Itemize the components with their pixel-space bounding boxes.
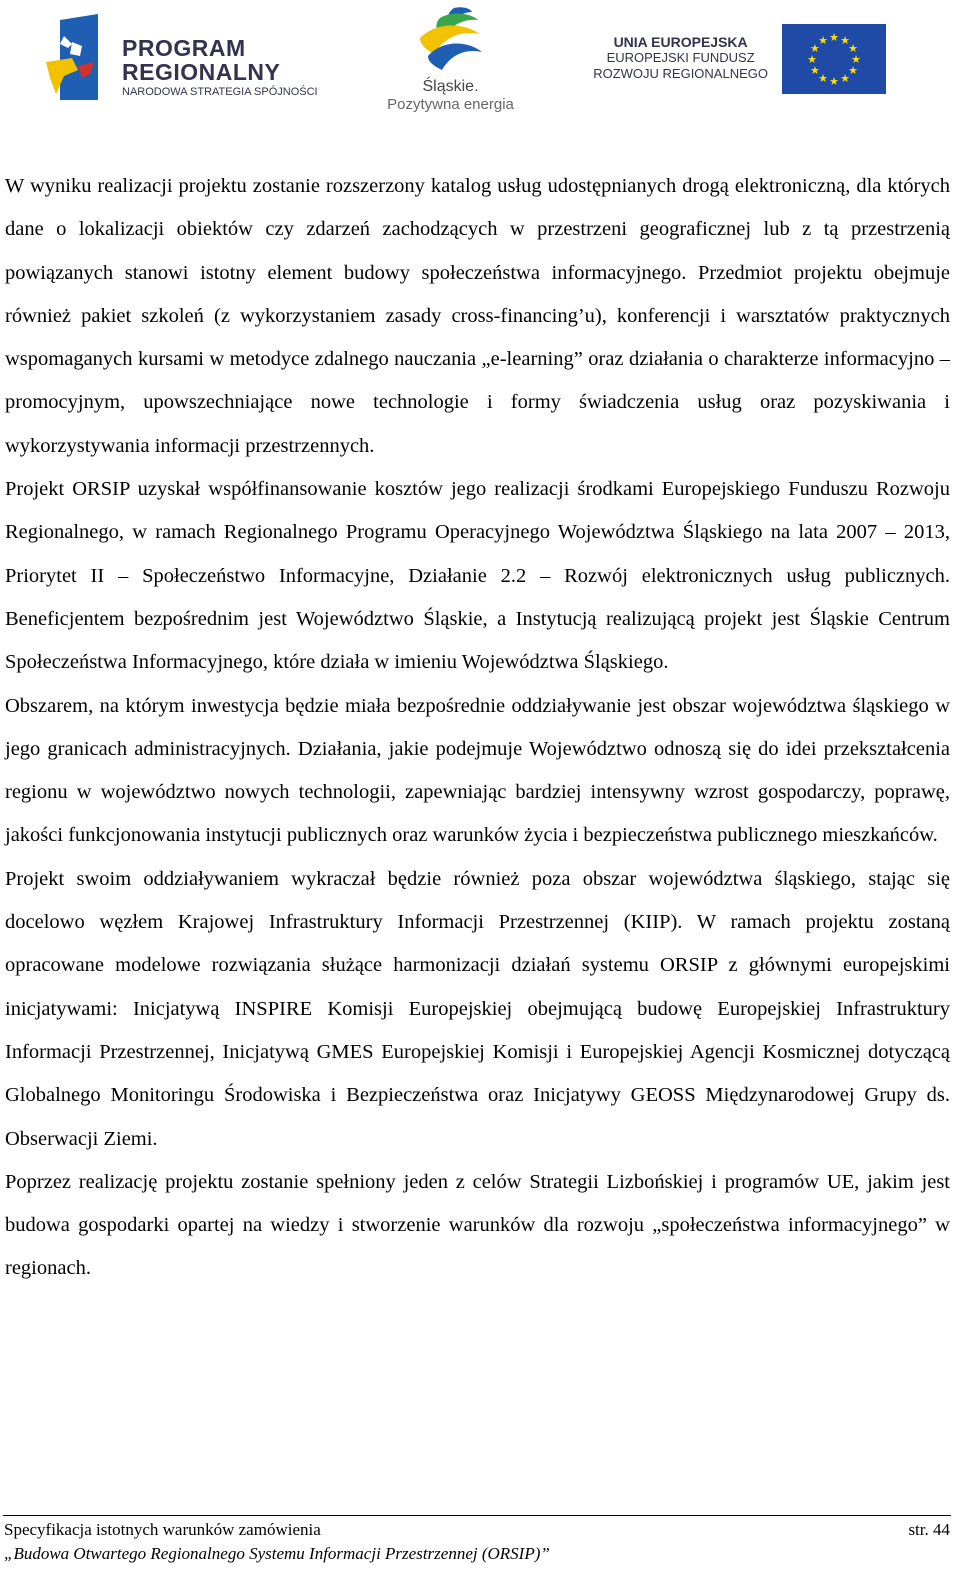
eu-star-icon: ★ [840,34,850,47]
paragraph-3: Obszarem, na którym inwestycja będzie miała bezpośrednie oddziaływanie jest obszar województwa śląskiego w jego granicach administracyjnych. Działania, jakie podejmuje Województwo odnoszą się do idei przekształcenia regionu w województwo nowych technologii, zapewniając bardziej intensywny wzrost gospodarczy, poprawę, jakości funkcjonowania instytucji publicznych oraz warunków życia i bezpieczeństwa publicznego mieszkańców. [5,694,950,847]
program-regionalny-line2: REGIONALNY [122,59,281,85]
paragraph-4: Projekt swoim oddziaływaniem wykraczał będzie również poza obszar województwa śląskiego, stając się docelowo węzłem Krajowej Infrastruktury Informacji Przestrzennej (KIIP). W ramach projektu zostaną opracowane modelowe rozwiązania służące harmonizacji działań systemu ORSIP z głównymi europejskimi inicjatywami: Inicjatywą INSPIRE Komisji Europejskiej obejmującą budowę Europejskiej Infrastruktury Informacji Przestrzennej, Inicjatywą GMES Europejskiej Komisji i Europejskiej Agencji Kosmicznej dotyczącą Globalnego Monitoringu Środowiska i Bezpieczeństwa oraz Inicjatywy GEOSS Międzynarodowej Grupy ds. Obserwacji Ziemi. [5,867,950,1150]
footer-page-number: str. 44 [908,1520,950,1539]
program-regionalny-emblem-icon [42,14,122,104]
eu-star-icon: ★ [809,43,820,55]
eu-line1: UNIA EUROPEJSKA [613,34,748,50]
eu-flag-icon [782,24,886,94]
eu-star-icon: ★ [818,34,828,47]
eu-star-icon: ★ [840,73,850,86]
slaskie-slogan: Pozytywna energia [387,96,514,113]
slaskie-waves-icon [410,4,490,76]
paragraph-1: W wyniku realizacji projektu zostanie rozszerzony katalog usług udostępnianych drogą elektroniczną, dla których dane o lokalizacji obiektów czy zdarzeń zachodzących w przestrzeni geograficznej lub z tą przestrzenią powiązanych stanowi istotny element budowy społeczeństwa informacyjnego. Przedmiot projektu obejmuje również pakiet szkoleń (z wykorzystaniem zasady cross-financing’u), konferencji i warsztatów praktycznych wspomaganych kursami w metodyce zdalnego nauczania „e-learning” oraz działania o charakterze informacyjno – promocyjnym, upowszechniające nowe technologie i formy świadczenia usług oraz pozyskiwania i wykorzystywania informacji przestrzennych. [5,175,950,457]
eu-star-icon: ★ [809,65,820,77]
eu-stars-icon [782,24,886,94]
footer-spec: Specyfikacja istotnych warunków zamówienia [4,1520,321,1539]
paragraph-5: Poprzez realizację projektu zostanie spełniony jeden z celów Strategii Lizbońskiej i programów UE, jakim jest budowa gospodarki opartej na wiedzy i stworzenie warunków dla rozwoju „społeczeństwa informacyjnego” w regionach. [5,1170,950,1280]
header-logos [0,0,960,130]
eu-star-icon: ★ [818,73,828,86]
eu-star-icon: ★ [851,54,861,66]
eu-star-icon: ★ [848,65,859,77]
footer-divider [3,1515,951,1516]
paragraph-2: Projekt ORSIP uzyskał współfinansowanie kosztów jego realizacji środkami Europejskiego Funduszu Rozwoju Regionalnego, w ramach Regionalnego Programu Operacyjnego Województwa Śląskiego na lata 2007 – 2013, Priorytet II – Społeczeństwo Informacyjne, Działanie 2.2 – Rozwój elektronicznych usług publicznych. Beneficjentem bezpośrednim jest Województwo Śląskie, a Instytucją realizującą projekt jest Śląskie Centrum Społeczeństwa Informacyjnego, które działa w imieniu Województwa Śląskiego. [5,478,950,674]
document-body [5,165,950,1291]
eu-star-icon: ★ [829,32,839,44]
eu-text [593,34,768,82]
eu-star-icon: ★ [848,43,859,55]
slaskie-name: Śląskie. [422,78,479,95]
eu-line3: ROZWOJU REGIONALNEGO [593,66,768,81]
eu-star-icon: ★ [829,76,839,88]
program-regionalny-line1: PROGRAM [122,35,246,61]
eu-logo [588,24,888,96]
eu-line2: EUROPEJSKI FUNDUSZ [606,50,755,65]
eu-star-icon: ★ [807,54,817,66]
slaskie-logo [378,4,523,116]
footer-project-title: „Budowa Otwartego Regionalnego Systemu Informacji Przestrzennej (ORSIP)” [4,1544,550,1563]
program-regionalny-line3: NARODOWA STRATEGIA SPÓJNOŚCI [122,86,318,98]
program-regionalny-logo [42,14,327,104]
